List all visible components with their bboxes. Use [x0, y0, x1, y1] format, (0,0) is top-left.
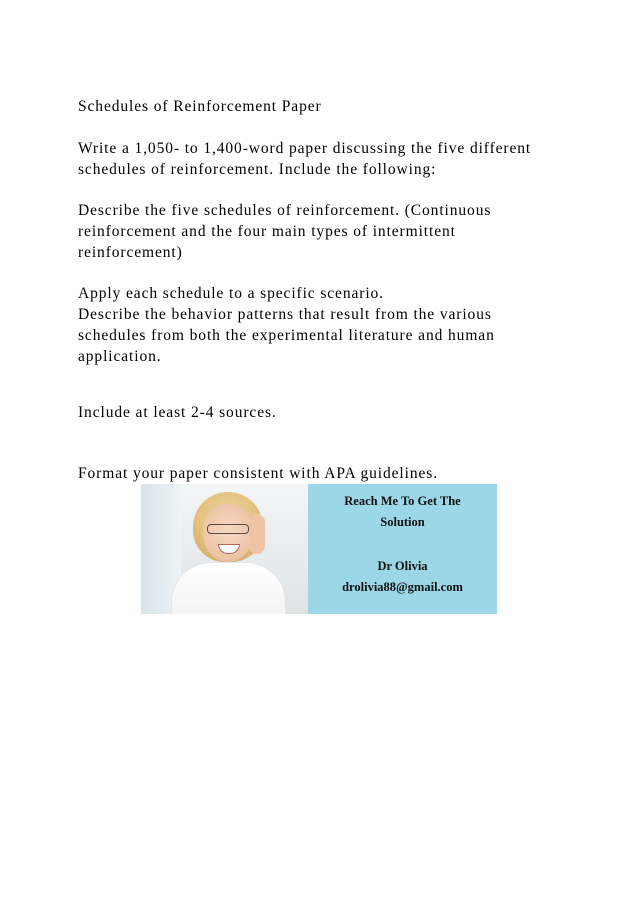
paragraph-line: application.: [78, 348, 162, 365]
contact-email: drolivia88@gmail.com: [342, 580, 463, 594]
paragraph-line: Write a 1,050- to 1,400-word paper discussing the five different: [78, 140, 532, 157]
paragraph-line: schedules of reinforcement. Include the following:: [78, 161, 437, 178]
paragraph-line: Apply each schedule to a specific scenario.: [78, 285, 384, 302]
paragraph-describe: [78, 200, 578, 263]
paragraph-line: Describe the behavior patterns that result from the various: [78, 306, 492, 323]
paragraph-line: reinforcement): [78, 244, 183, 261]
woman-photo: [141, 484, 308, 614]
contact-info-panel: [308, 484, 497, 614]
paragraph-format: [78, 463, 578, 484]
document-title: [78, 96, 578, 117]
glasses-icon: [207, 524, 249, 534]
paragraph-line: Format your paper consistent with APA guidelines.: [78, 465, 438, 482]
paragraph-assignment: [78, 138, 578, 180]
banner-headline: Reach Me To Get The: [344, 494, 461, 508]
contact-banner: [141, 484, 497, 614]
title-text: Schedules of Reinforcement Paper: [78, 98, 322, 115]
paragraph-apply: [78, 283, 578, 367]
contact-name: Dr Olivia: [377, 559, 428, 573]
paragraph-line: schedules from both the experimental literature and human: [78, 327, 495, 344]
paragraph-line: Describe the five schedules of reinforcement. (Continuous: [78, 202, 492, 219]
banner-headline-cont: Solution: [380, 515, 425, 529]
paragraph-sources: [78, 402, 578, 423]
paragraph-line: reinforcement and the four main types of intermittent: [78, 223, 456, 240]
paragraph-line: Include at least 2-4 sources.: [78, 404, 277, 421]
